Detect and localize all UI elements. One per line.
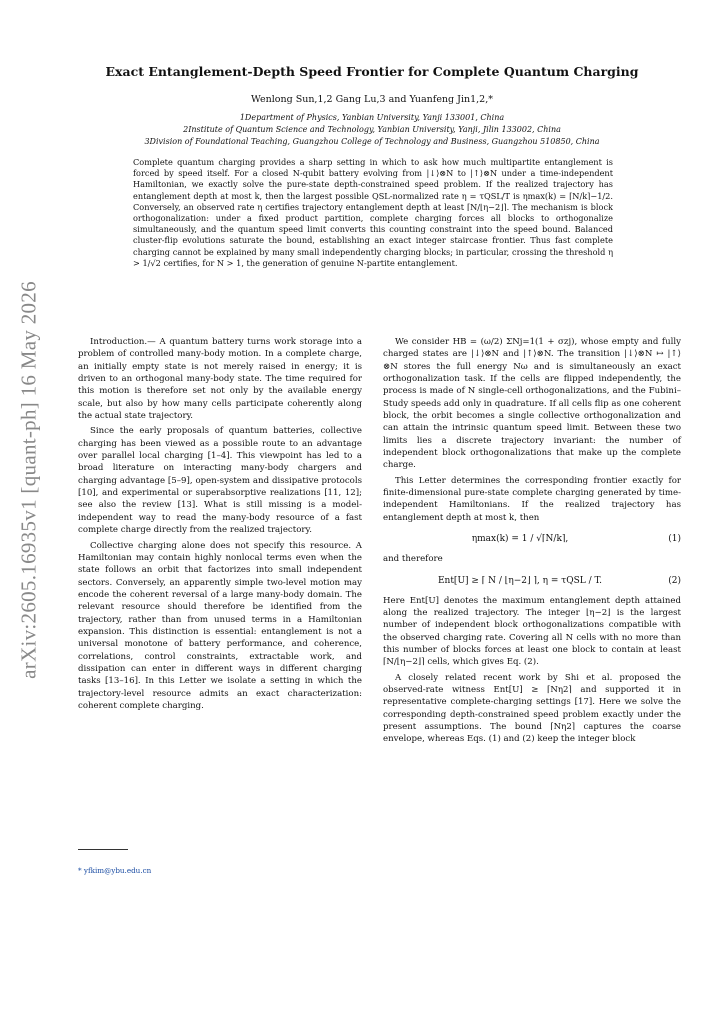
equation-1-number: (1) (668, 534, 681, 545)
right-paragraph-1: We consider HB = (ω/2) ΣNj=1(1 + σzj), whose empty and fully charged states are |↓⟩⊗N and |↑⟩⊗N. The transition |↓⟩⊗N ↦ |↑⟩⊗N stores the full energy Nω and is simultaneously an exact orthogonalization task. If the cells are flipped independently, the process is made of N single-cell orthogonalizations, and the Fubini–Study speeds add only in quadrature. If all cells flip as one coherent block, the orbit becomes a single collective orthogonalization and can attain the intrinsic quantum speed limit. Between these two limits lies a discrete trajectory invariant: the number of independent block orthogonalizations that make up the complete charge. (383, 337, 681, 471)
equation-1-body: ηmax(k) = 1 / √⌈N/k⌉, (471, 534, 569, 545)
corresponding-email-link[interactable]: * yfkim@ybu.edu.cn (78, 866, 152, 875)
equation-2 (383, 569, 681, 595)
right-paragraph-2: This Letter determines the corresponding frontier exactly for finite-dimensional pure-state complete charging generated by time-independent Hamiltonians. If the realized trajectory has entanglement depth at most k, then (383, 475, 681, 523)
right-column (383, 336, 681, 749)
author-list: Wenlong Sun,1,2 Gang Lu,3 and Yuanfeng Jin1,2,* (250, 94, 493, 105)
left-column (78, 336, 362, 715)
arxiv-side-label: arXiv:2605.16935v1 [quant-ph] 16 May 2026 (16, 281, 41, 679)
equation-1 (383, 527, 681, 553)
affiliation-1: 1Department of Physics, Yanbian University, Yanji 133001, China (239, 113, 505, 122)
abstract: Complete quantum charging provides a sharp setting in which to ask how much multipartite entanglement is forced by speed itself. For a closed N-qubit battery evolving from |↓⟩⊗N to |↑⟩⊗N under a time-independent Hamiltonian, we exactly solve the pure-state depth-constrained speed problem. If the realized trajectory has entanglement depth at most k, then the largest possible QSL-normalized rate η = τQSL/T is ηmax(k) = ⌈N/k⌉−1/2. Conversely, an observed rate η certifies trajectory entanglement depth at least ⌈N/⌊η−2⌋⌉. The mechanism is block orthogonalization: under a fixed product partition, complete charging forces all blocks to orthogonalize simultaneously, and the quantum speed limit converts this counting constraint into the speed bound. Balanced cluster-flip evolutions saturate the bound, establishing an exact integer staircase frontier. Thus fast complete charging cannot be explained by many small independently charging blocks; in particular, crossing the threshold η > 1/√2 certifies, for N > 1, the generation of genuine N-partite entanglement. (133, 157, 613, 268)
equation-2-number: (2) (668, 575, 681, 586)
paper-title: Exact Entanglement-Depth Speed Frontier for Complete Quantum Charging (105, 64, 639, 79)
right-paragraph-5: A closely related recent work by Shi et al. proposed the observed-rate witness Ent[U] ≥ ⌈Nη2⌉ and supported it in representative complete-charging settings [17]. Here we solve the corresponding depth-constrained speed problem exactly under the present assumptions. The bound ⌈Nη2⌉ captures the coarse envelope, whereas Eqs. (1) and (2) keep the integer block (383, 672, 681, 745)
right-paragraph-3: and therefore (383, 554, 443, 565)
affiliation-3: 3Division of Foundational Teaching, Guangzhou College of Technology and Business, Guangzhou 510850, China (144, 137, 600, 146)
intro-paragraph-3: Collective charging alone does not specify this resource. A Hamiltonian may contain highly nonlocal terms even when the state follows an orbit that factorizes into small independent sectors. Conversely, an apparently simple two-level motion may encode the coherent reversal of a large many-body domain. The relevant resource should therefore be identified from the trajectory, rather than from unused terms in a Hamiltonian expansion. This distinction is essential: entanglement is not a universal monotone of battery performance, and coherence, correlations, control constraints, extractable work, and dissipation can enter in different ways in different charging tasks [13–16]. In this Letter we isolate a setting in which the trajectory-level resource admits an exact characterization: coherent complete charging. (78, 540, 362, 711)
affiliation-2: 2Institute of Quantum Science and Technology, Yanbian University, Yanji, Jilin 133002, China (183, 125, 561, 134)
intro-paragraph-1: Introduction.— A quantum battery turns work storage into a problem of controlled many-body motion. In a complete charge, an initially empty state is not merely raised in energy; it is driven to an orthogonal many-body state. The time required for this motion is therefore set not only by the available energy scale, but also by how many cells participate coherently along the actual state trajectory. (78, 337, 362, 422)
intro-paragraph-2: Since the early proposals of quantum batteries, collective charging has been viewed as a possible route to an advantage over parallel local charging [1–4]. This viewpoint has led to a broad literature on interacting many-body chargers and charging advantage [5–9], open-system and dissipative protocols [10], and experimental or superabsorptive realizations [11, 12]; see also the review [13]. What is still missing is a model-independent way to read the many-body resource of a fast complete charge directly from the realized trajectory. (78, 426, 362, 536)
footnote-rule (78, 849, 128, 850)
right-paragraph-4: Here Ent[U] denotes the maximum entanglement depth attained along the realized trajectory. The integer ⌊η−2⌋ is the largest number of independent block orthogonalizations compatible with the observed charging rate. Covering all N cells with no more than this number of blocks forces at least one block to contain at least ⌈N/⌊η−2⌋⌉ cells, which gives Eq. (2). (383, 595, 681, 668)
equation-2-body: Ent[U] ≥ ⌈ N / ⌊η−2⌋ ⌉, η = τQSL / T. (437, 575, 603, 586)
